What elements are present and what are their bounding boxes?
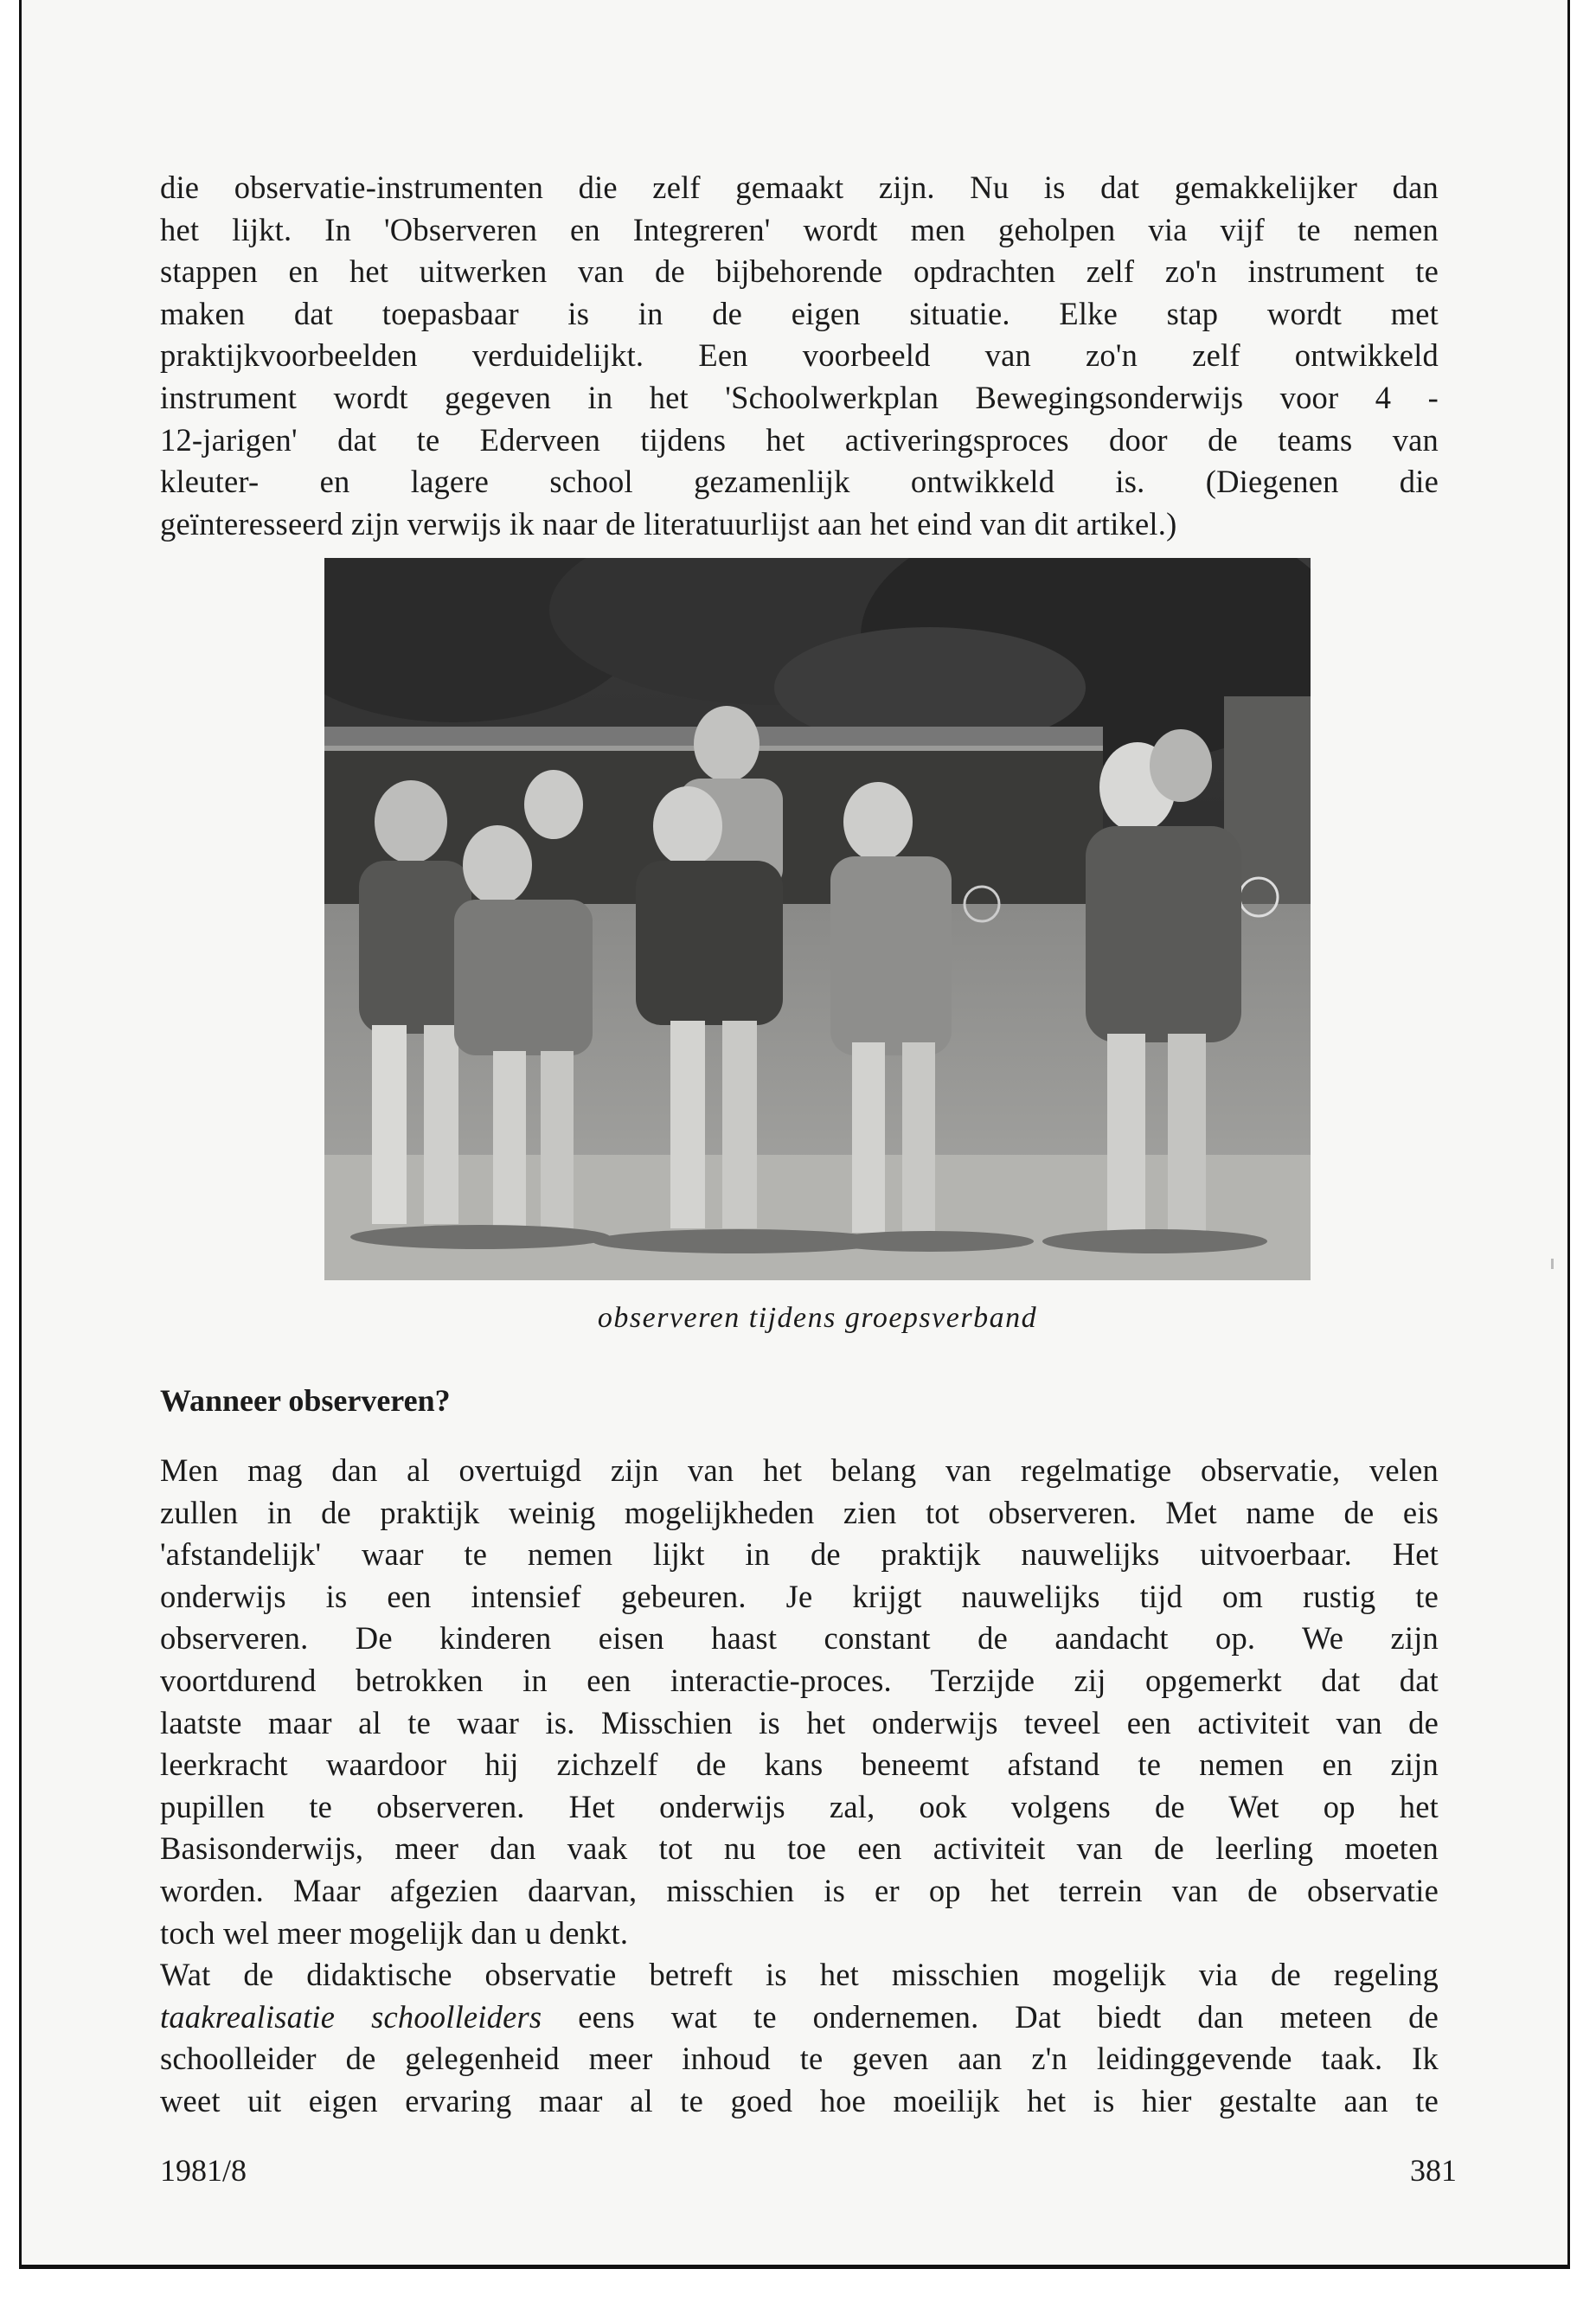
group-photo (324, 558, 1311, 1280)
text-line: praktijkvoorbeelden verduidelijkt. Een voorbeeld van zo'n zelf ontwikkeld (160, 337, 1439, 374)
scan-mark (1551, 1259, 1554, 1269)
text-line: die observatie-instrumenten die zelf gemaakt zijn. Nu is dat gemakkelijker dan (160, 170, 1439, 205)
page-number: 381 (1410, 2153, 1457, 2188)
text-line: instrument wordt gegeven in het 'Schoolwerkplan Bewegingsonderwijs voor 4 - (160, 379, 1439, 415)
text-line: Men mag dan al overtuigd zijn van het belang van regelmatige observatie, velen (160, 1452, 1439, 1488)
text-line: stappen en het uitwerken van de bijbehorende opdrachten zelf zo'n instrument te (160, 253, 1439, 290)
issue-number: 1981/8 (160, 2153, 247, 2188)
text-line: het lijkt. In 'Observeren en Integreren' wordt men geholpen via vijf te nemen (160, 211, 1439, 247)
text-line: laatste maar al te waar is. Misschien is het onderwijs teveel een activiteit van de (160, 1704, 1439, 1740)
text-line: toch wel meer mogelijk dan u denkt. (160, 1914, 629, 1951)
text-fragment: eens wat te ondernemen. Dat biedt dan meteen de (578, 1998, 1439, 2035)
text-line: voortdurend betrokken in een interactie-proces. Terzijde zij opgemerkt dat dat (160, 1662, 1439, 1698)
text-line: leerkracht waardoor hij zichzelf de kans beneemt afstand te nemen en zijn (160, 1747, 1439, 1783)
text-line: observeren. De kinderen eisen haast constant de aandacht op. We zijn (160, 1620, 1439, 1657)
body-paragraph (160, 1450, 1439, 2123)
text-line: 12-jarigen' dat te Ederveen tijdens het activeringsproces door de teams van (160, 421, 1439, 458)
children-playing-image (324, 558, 1311, 1280)
document-page (19, 0, 1570, 2269)
section-heading: Wanneer observeren? (160, 1383, 451, 1418)
text-line: schoolleider de gelegenheid meer inhoud te geven aan z'n leidinggevende taak. Ik (160, 2041, 1439, 2077)
text-line-with-italic (160, 1997, 1439, 2039)
text-line: onderwijs is een intensief gebeuren. Je krijgt nauwelijks tijd om rustig te (160, 1578, 1439, 1614)
text-line: Wat de didaktische observatie betreft is het misschien mogelijk via de regeling (160, 1957, 1439, 1993)
photo-caption: observeren tijdens groepsverband (597, 1302, 1038, 1334)
text-line: zullen in de praktijk weinig mogelijkheden zien tot observeren. Met name de eis (160, 1494, 1439, 1530)
text-line: 'afstandelijk' waar te nemen lijkt in de praktijk nauwelijks uitvoerbaar. Het (160, 1536, 1439, 1573)
text-line: pupillen te observeren. Het onderwijs zal, ook volgens de Wet op het (160, 1788, 1439, 1824)
text-line: kleuter- en lagere school gezamenlijk ontwikkeld is. (Diegenen die (160, 464, 1439, 500)
text-line: worden. Maar afgezien daarvan, misschien is er op het terrein van de observatie (160, 1872, 1439, 1908)
top-paragraph (160, 167, 1439, 545)
text-line: weet uit eigen ervaring maar al te goed hoe moeilijk het is hier gestalte aan te (160, 2082, 1439, 2118)
text-line: maken dat toepasbaar is in de eigen situatie. Elke stap wordt met (160, 295, 1439, 331)
italic-term: taakrealisatie schoolleiders (160, 1998, 542, 2035)
text-line: Basisonderwijs, meer dan vaak tot nu toe een activiteit van de leerling moeten (160, 1830, 1439, 1867)
text-line: geïnteresseerd zijn verwijs ik naar de literatuurlijst aan het eind van dit artikel.) (160, 505, 1177, 542)
